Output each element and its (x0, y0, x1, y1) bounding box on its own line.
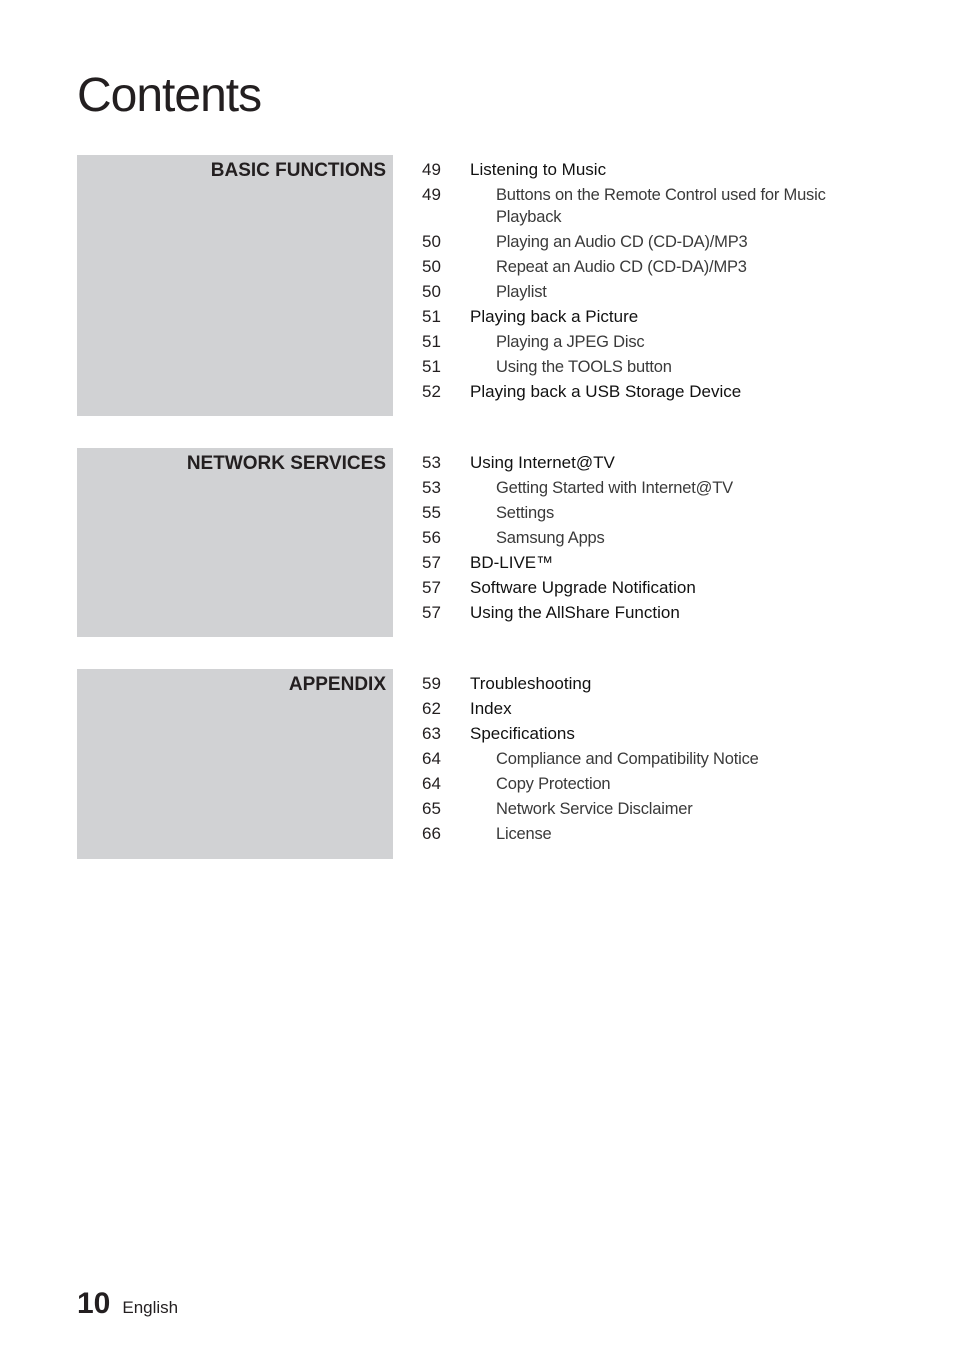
toc-entry-title: Specifications (470, 724, 575, 743)
toc-entry-title: Samsung Apps (496, 529, 605, 547)
section-appendix (77, 669, 877, 859)
toc-entry-title: Compliance and Compatibility Notice (496, 750, 759, 768)
section-basic-functions (77, 155, 877, 416)
toc-entry-title: Playing back a USB Storage Device (470, 382, 742, 401)
toc-entry-title: Software Upgrade Notification (470, 578, 696, 597)
toc-entry[interactable] (422, 798, 862, 820)
toc-page-number: 64 (422, 774, 441, 793)
toc-page-number: 57 (422, 603, 441, 622)
toc-page-number: 65 (422, 799, 441, 818)
toc-page-number: 49 (422, 185, 441, 204)
section-network-services (77, 448, 877, 637)
toc-entry-title: Playing a JPEG Disc (496, 333, 645, 351)
language-label: English (122, 1298, 179, 1317)
toc-entry[interactable] (422, 773, 862, 795)
toc-page-number: 55 (422, 503, 441, 522)
toc-page-number: 52 (422, 382, 441, 401)
toc-entry-title: Repeat an Audio CD (CD-DA)/MP3 (496, 258, 747, 276)
toc-entry[interactable] (422, 748, 862, 770)
toc-entry[interactable] (422, 602, 862, 624)
page-footer (77, 1287, 178, 1321)
toc-entry[interactable] (422, 452, 862, 474)
toc-entry[interactable] (422, 306, 862, 328)
toc-entries (422, 452, 862, 627)
toc-entry[interactable] (422, 331, 862, 353)
toc-entry[interactable] (422, 381, 862, 403)
toc-entry-title: Using the TOOLS button (496, 358, 672, 376)
toc-entry-title: Troubleshooting (470, 674, 592, 693)
toc-page-number: 63 (422, 724, 441, 743)
toc-entry-title: Playing an Audio CD (CD-DA)/MP3 (496, 233, 748, 251)
toc-page-number: 51 (422, 332, 441, 351)
toc-entry[interactable] (422, 552, 862, 574)
toc-entry[interactable] (422, 477, 862, 499)
toc-entry-title: Index (470, 699, 512, 718)
toc-entry[interactable] (422, 184, 862, 228)
toc-entry-title: Settings (496, 504, 555, 522)
toc-entry-title: Playlist (496, 283, 547, 301)
toc-page-number: 66 (422, 824, 441, 843)
toc-entry[interactable] (422, 577, 862, 599)
toc-entry-title: Using the AllShare Function (470, 603, 680, 622)
toc-entry[interactable] (422, 673, 862, 695)
toc-entry[interactable] (422, 159, 862, 181)
toc-entry[interactable] (422, 231, 862, 253)
toc-page-number: 56 (422, 528, 441, 547)
toc-entry-title: Playing back a Picture (470, 307, 639, 326)
toc-entry[interactable] (422, 823, 862, 845)
toc-entry-title: Network Service Disclaimer (496, 800, 693, 818)
section-header-box (77, 669, 393, 859)
page-number: 10 (77, 1287, 111, 1320)
toc-page-number: 51 (422, 357, 441, 376)
toc-page-number: 57 (422, 578, 441, 597)
page-title: Contents (77, 69, 262, 122)
toc-entry-title: BD-LIVE™ (470, 553, 554, 572)
toc-entry-title: License (496, 825, 552, 843)
toc-entry-title: Getting Started with Internet@TV (496, 479, 733, 497)
toc-entries (422, 159, 862, 406)
toc-entry-title: Copy Protection (496, 775, 611, 793)
toc-entry[interactable] (422, 356, 862, 378)
section-title: APPENDIX (288, 674, 386, 695)
toc-page-number: 59 (422, 674, 441, 693)
section-header-box (77, 448, 393, 637)
toc-page-number: 64 (422, 749, 441, 768)
toc-page-number: 53 (422, 453, 441, 472)
toc-page-number: 50 (422, 232, 441, 251)
toc-page-number: 50 (422, 282, 441, 301)
toc-page-number: 62 (422, 699, 441, 718)
toc-page-number: 57 (422, 553, 441, 572)
toc-entry[interactable] (422, 698, 862, 720)
section-title: BASIC FUNCTIONS (210, 160, 386, 181)
toc-entry[interactable] (422, 281, 862, 303)
toc-page-number: 51 (422, 307, 441, 326)
toc-entry-title: Buttons on the Remote Control used for Music Playback (496, 186, 826, 226)
toc-page-number: 53 (422, 478, 441, 497)
toc-entry-title: Listening to Music (470, 160, 607, 179)
section-title: NETWORK SERVICES (186, 453, 386, 474)
toc-entry[interactable] (422, 527, 862, 549)
toc-page-number: 49 (422, 160, 441, 179)
section-header-box (77, 155, 393, 416)
toc-entry[interactable] (422, 256, 862, 278)
toc-entries (422, 673, 862, 848)
toc-page-number: 50 (422, 257, 441, 276)
toc-entry-title: Using Internet@TV (470, 453, 615, 472)
toc-entry[interactable] (422, 723, 862, 745)
toc-entry[interactable] (422, 502, 862, 524)
